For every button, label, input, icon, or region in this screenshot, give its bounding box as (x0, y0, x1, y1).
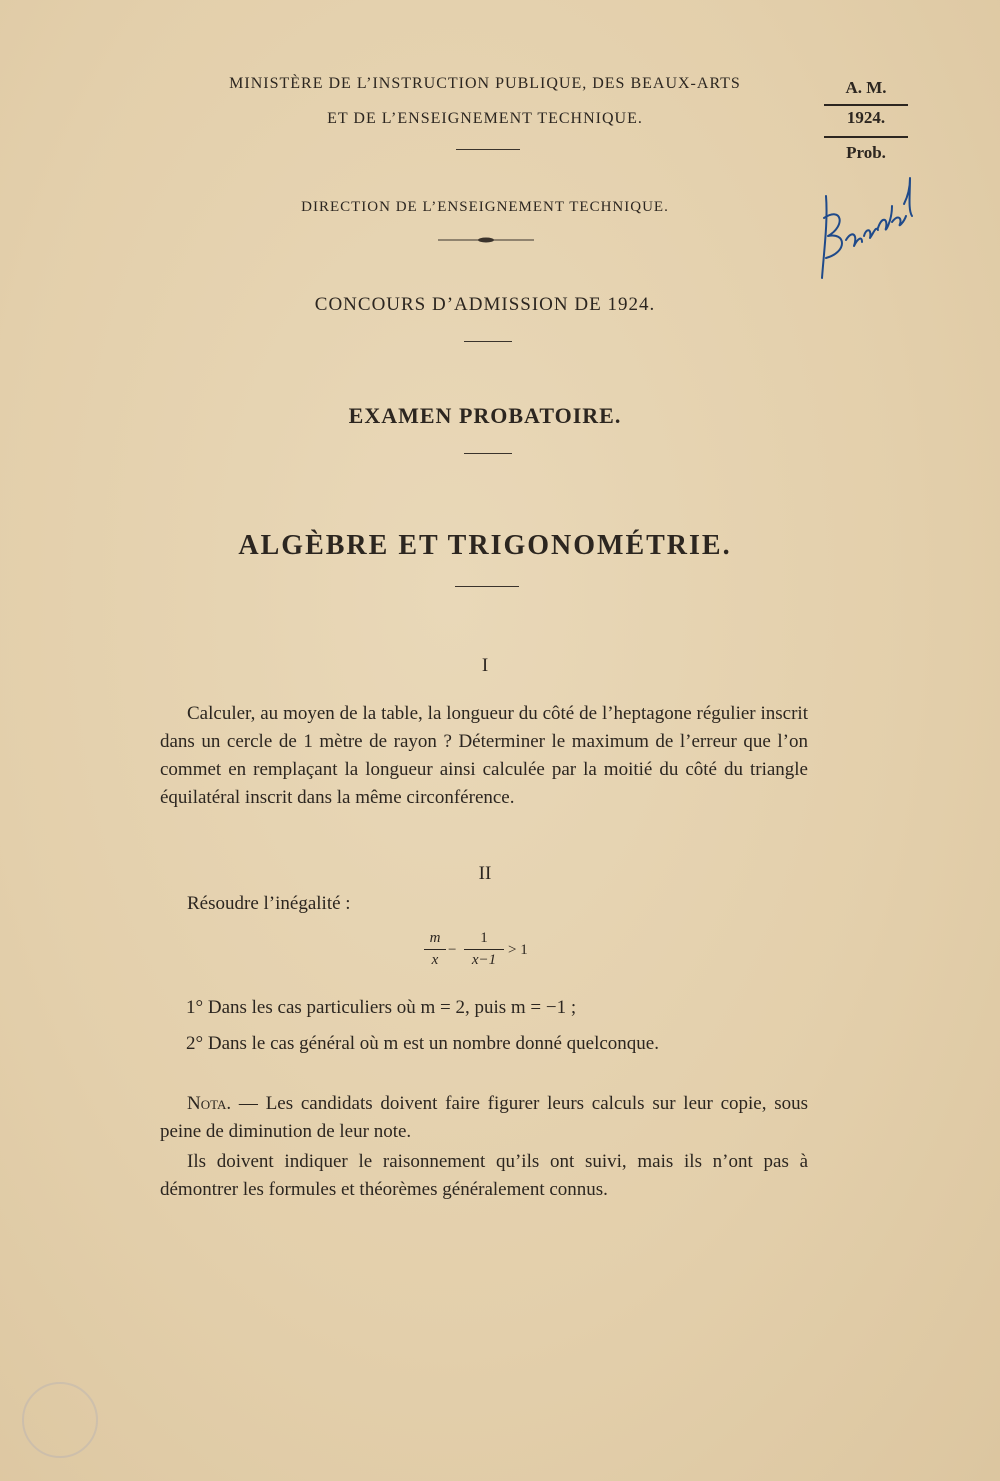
divider-4 (455, 586, 519, 587)
library-stamp (22, 1382, 98, 1458)
fraction-2-numerator: 1 (480, 930, 488, 946)
formula-minus: − (448, 942, 457, 958)
handwritten-signature (812, 166, 922, 284)
nota-label: Nota. (187, 1093, 232, 1114)
ministry-line-1: MINISTÈRE DE L’INSTRUCTION PUBLIQUE, DES BEAUX-ARTS (229, 75, 741, 92)
divider-2 (464, 341, 512, 342)
problem-2-intro: Résoudre l’inégalité : (187, 893, 351, 914)
reference-rule-2 (824, 136, 908, 138)
divider-1 (456, 149, 520, 150)
formula-fraction-2 (464, 930, 504, 969)
formula-relation: > 1 (508, 942, 528, 958)
case-2-text: Dans le cas général où m est un nombre donné quelconque. (207, 1033, 659, 1054)
reference-rule-1 (824, 104, 908, 106)
fraction-2-denominator: x−1 (471, 952, 497, 968)
formula-fraction-1 (424, 930, 446, 969)
case-1-prefix: 1° (186, 997, 204, 1018)
nota-text-1: Les candidats doivent faire figurer leurs calculs sur leur copie, sous peine de diminution de leur note. (160, 1093, 809, 1142)
direction-line: DIRECTION DE L’ENSEIGNEMENT TECHNIQUE. (301, 199, 669, 215)
case-1 (186, 994, 808, 1022)
ornament-divider (438, 233, 534, 245)
concours-title: CONCOURS D’ADMISSION DE 1924. (314, 294, 656, 315)
nota-paragraph-1 (160, 1090, 808, 1146)
reference-type: Prob. (846, 143, 886, 162)
problem-2-number: II (478, 863, 492, 884)
nota-dash: — (238, 1093, 258, 1114)
nota-paragraph-2: Ils doivent indiquer le raisonnement qu’ils ont suivi, mais ils n’ont pas à démontrer les formules et théorèmes généralement connus. (160, 1151, 808, 1200)
divider-3 (464, 453, 512, 454)
case-1-text: Dans les cas particuliers où m = 2, puis m = −1 ; (207, 997, 577, 1018)
fraction-2-bar (464, 949, 504, 950)
fraction-1-numerator: m (429, 930, 441, 946)
ministry-line-2: ET DE L’ENSEIGNEMENT TECHNIQUE. (327, 110, 643, 127)
subject-title: ALGÈBRE ET TRIGONOMÉTRIE. (238, 530, 732, 561)
problem-1-number: I (481, 655, 489, 676)
problem-1-text: Calculer, au moyen de la table, la longueur du côté de l’heptagone régulier inscrit dans un cercle de 1 mètre de rayon ? Déterminer le maximum de l’erreur que l’on commet en remplaçant la longueur ainsi calculée par la moitié du côté du triangle équilatéral inscrit dans la même circonférence. (160, 703, 808, 808)
case-2 (186, 1030, 808, 1058)
case-2-prefix: 2° (186, 1033, 204, 1054)
fraction-1-denominator: x (431, 952, 439, 968)
examen-title: EXAMEN PROBATOIRE. (348, 403, 622, 428)
reference-year: 1924. (846, 108, 886, 127)
reference-code: A. M. (845, 78, 887, 97)
fraction-1-bar (424, 949, 446, 950)
